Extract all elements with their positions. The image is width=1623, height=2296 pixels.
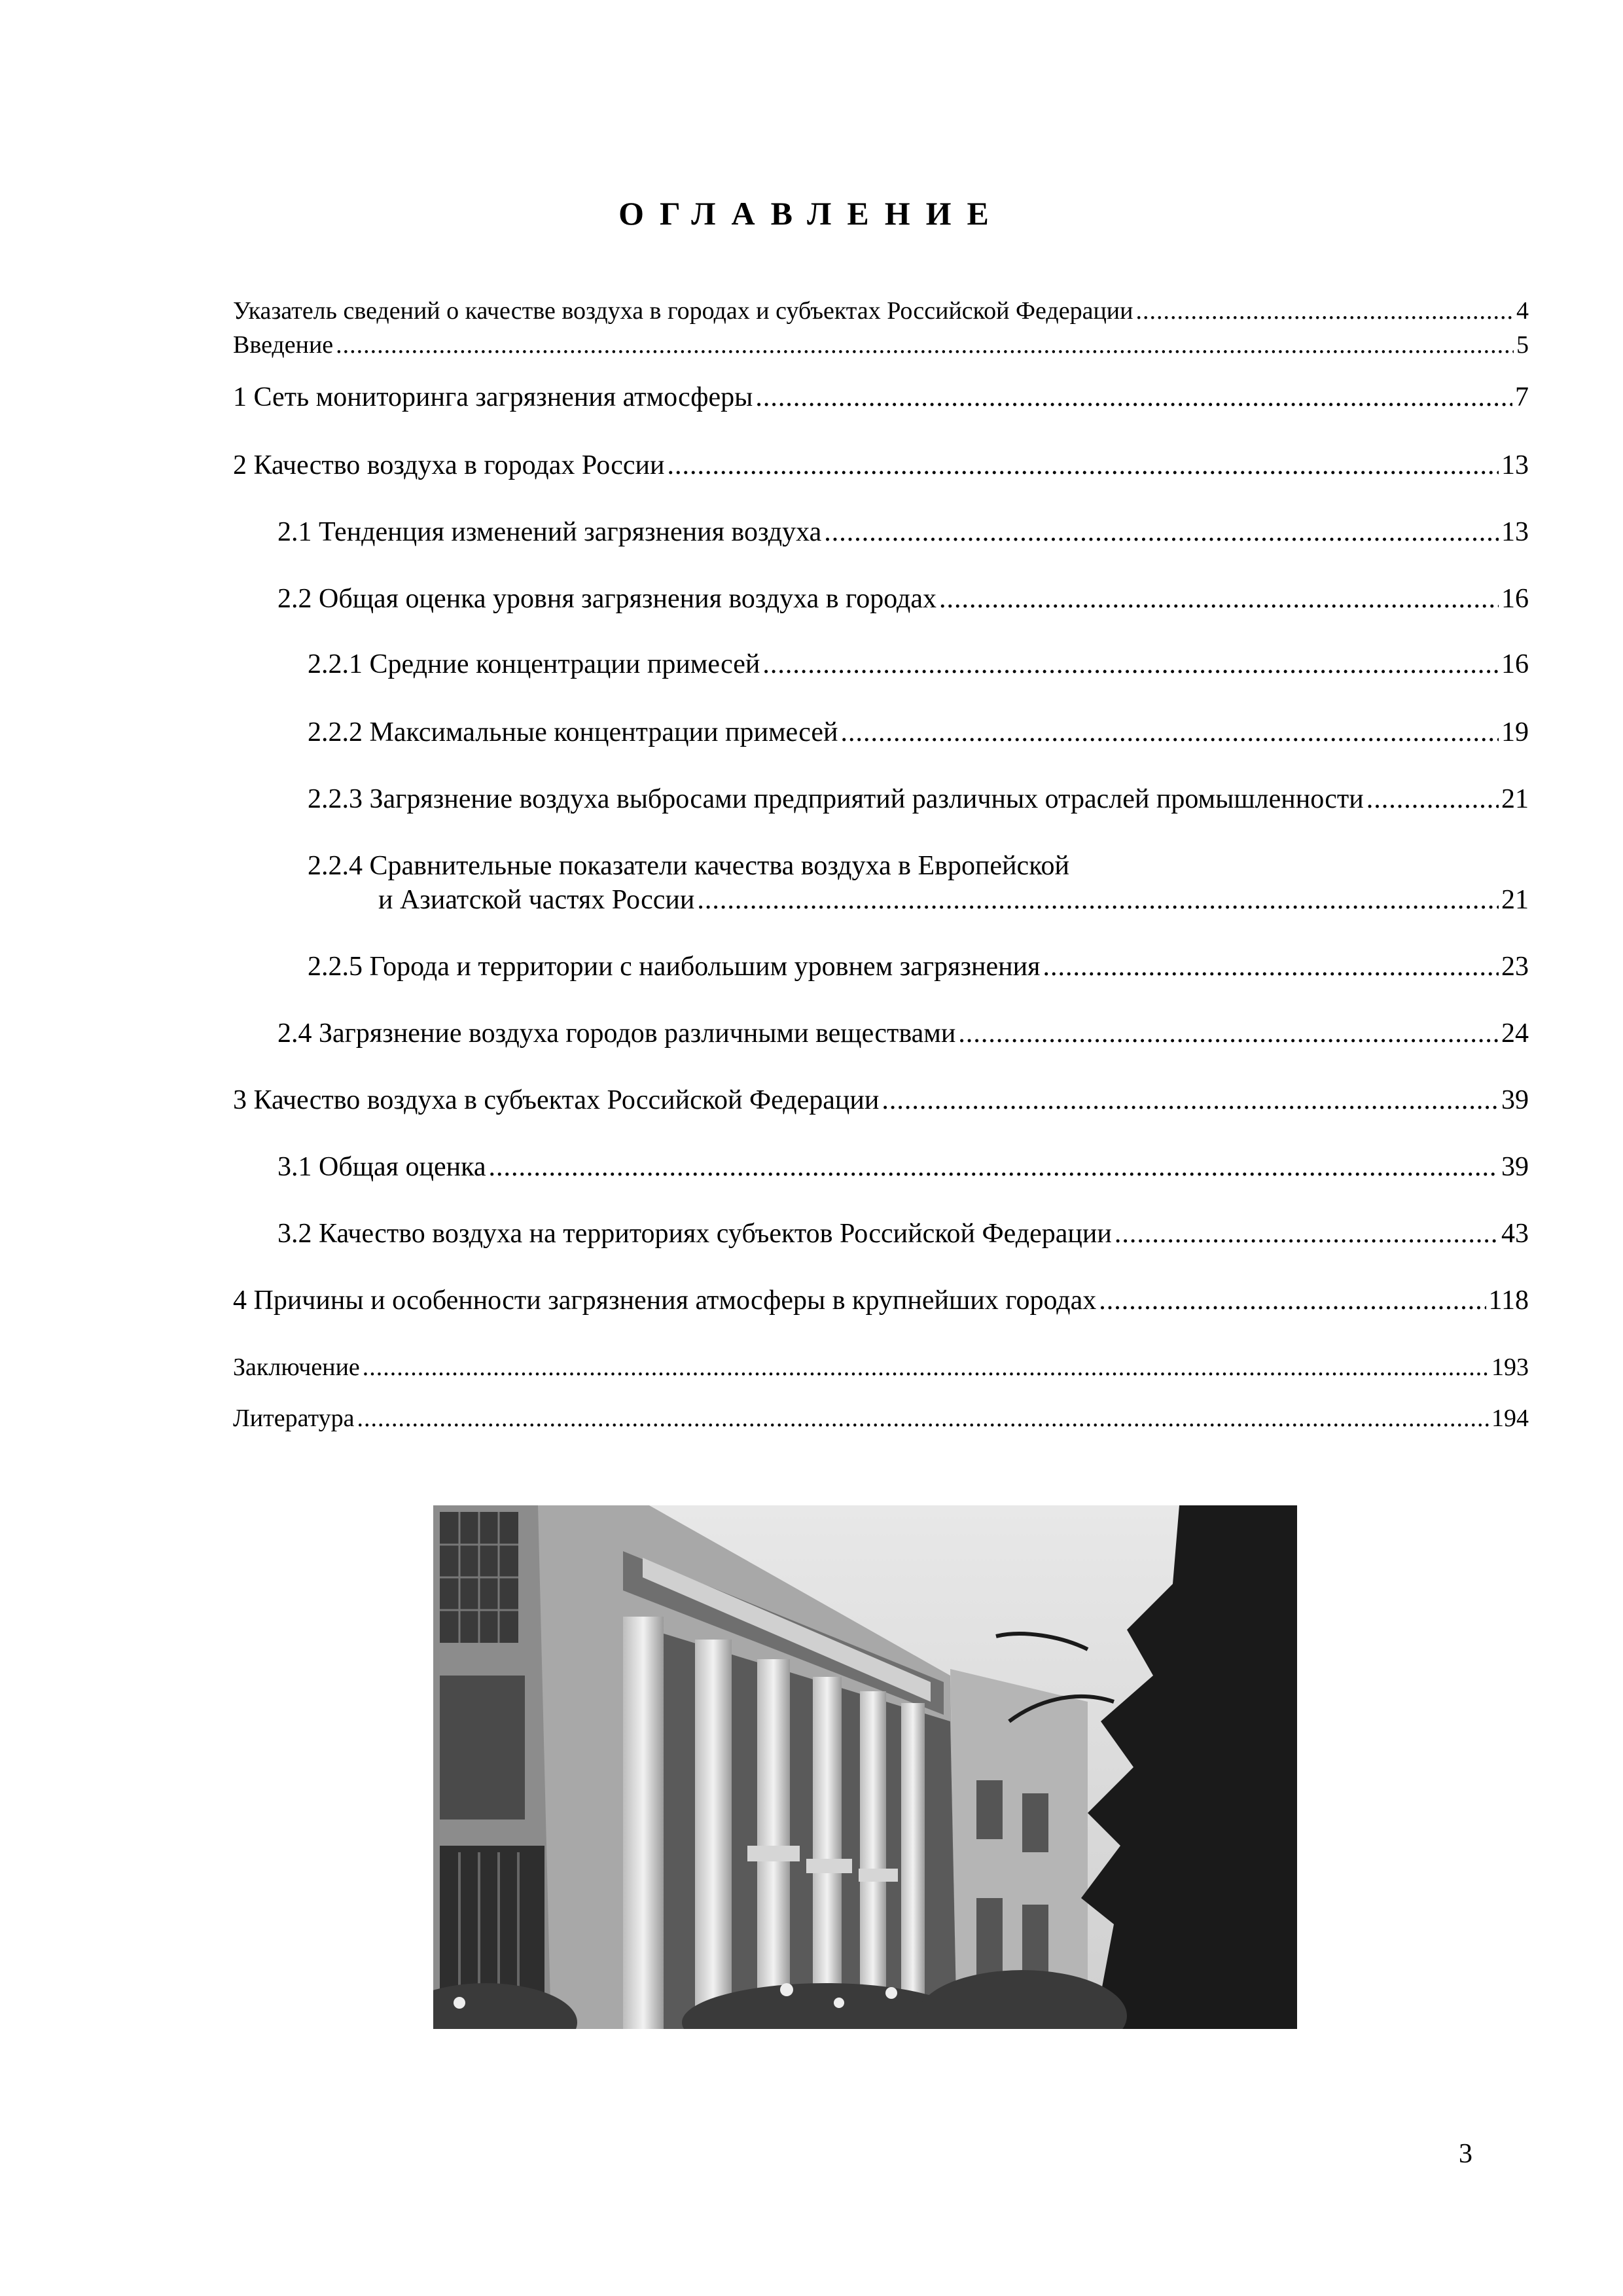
toc-entry-page: 24 — [1501, 1018, 1529, 1049]
toc-entry-page: 43 — [1501, 1219, 1529, 1249]
toc-entry-label: 1 Сеть мониторинга загрязнения атмосферы — [233, 382, 753, 412]
dot-leader — [1135, 296, 1514, 326]
toc-entry[interactable] — [233, 449, 1529, 482]
dot-leader — [1099, 1284, 1486, 1317]
toc-entry[interactable] — [277, 583, 1529, 615]
toc-entry-label: 2.2 Общая оценка уровня загрязнения воздуха в городах — [277, 584, 937, 614]
toc-entry-page: 118 — [1488, 1285, 1529, 1316]
toc-entry[interactable] — [308, 716, 1529, 749]
dot-leader — [1366, 783, 1499, 816]
toc-entry-label: 4 Причины и особенности загрязнения атмосферы в крупнейших городах — [233, 1285, 1097, 1316]
toc-entry-page: 13 — [1501, 450, 1529, 480]
dot-leader — [668, 449, 1499, 482]
page-number: 3 — [1459, 2139, 1472, 2169]
toc-entry-label: 2.2.5 Города и территории с наибольшим уровнем загрязнения — [308, 952, 1041, 982]
toc-entry[interactable] — [277, 516, 1529, 548]
toc-entry-page: 39 — [1501, 1152, 1529, 1182]
toc-entry-label: Литература — [233, 1405, 355, 1432]
dot-leader — [363, 1352, 1489, 1382]
dot-leader — [357, 1403, 1489, 1433]
dot-leader — [824, 516, 1499, 548]
dot-leader — [882, 1084, 1499, 1117]
toc-entry[interactable] — [277, 1151, 1529, 1183]
toc-entry-label-line1[interactable]: 2.2.4 Сравнительные показатели качества воздуха в Европейской — [308, 851, 1069, 881]
dot-leader — [958, 1017, 1499, 1050]
dot-leader — [939, 583, 1499, 615]
page-title: ОГЛАВЛЕНИЕ — [618, 195, 1005, 232]
toc-entry[interactable] — [233, 1084, 1529, 1117]
dot-leader — [697, 884, 1499, 916]
toc-entry-page: 5 — [1516, 331, 1529, 359]
toc-entry-page: 13 — [1501, 517, 1529, 547]
toc-entry-page: 21 — [1501, 784, 1529, 814]
toc-entry[interactable] — [308, 950, 1529, 983]
toc-entry-label: 2.1 Тенденция изменений загрязнения воздуха — [277, 517, 822, 547]
toc-entry-page: 4 — [1516, 297, 1529, 325]
toc-entry[interactable] — [378, 884, 1529, 916]
toc-entry[interactable] — [233, 1284, 1529, 1317]
toc-entry-page: 7 — [1515, 382, 1529, 412]
toc-entry-page: 19 — [1501, 717, 1529, 747]
toc-entry-label: 2 Качество воздуха в городах России — [233, 450, 665, 480]
toc-entry-page: 193 — [1491, 1354, 1529, 1381]
toc-entry-label: Введение — [233, 331, 334, 359]
toc-entry[interactable] — [308, 648, 1529, 681]
toc-entry[interactable] — [233, 296, 1529, 326]
toc-entry-page: 21 — [1501, 885, 1529, 915]
toc-entry[interactable] — [233, 1403, 1529, 1433]
toc-entry-label: 2.4 Загрязнение воздуха городов различными веществами — [277, 1018, 956, 1049]
toc-entry-label: и Азиатской частях России — [378, 885, 695, 915]
dot-leader — [762, 648, 1499, 681]
toc-entry-label: 3.1 Общая оценка — [277, 1152, 486, 1182]
dot-leader — [1115, 1217, 1499, 1250]
building-photo — [433, 1505, 1297, 2029]
toc-entry[interactable] — [277, 1017, 1529, 1050]
dot-leader — [1043, 950, 1499, 983]
toc-entry-page: 194 — [1491, 1405, 1529, 1432]
toc-entry[interactable] — [233, 381, 1529, 414]
toc-entry[interactable] — [308, 783, 1529, 816]
toc-entry-label: Заключение — [233, 1354, 360, 1381]
toc-entry-page: 16 — [1501, 584, 1529, 614]
toc-entry-label: 3.2 Качество воздуха на территориях субъектов Российской Федерации — [277, 1219, 1112, 1249]
toc-entry-label: 2.2.2 Максимальные концентрации примесей — [308, 717, 838, 747]
building-photo-illustration — [433, 1505, 1297, 2029]
toc-entry[interactable] — [233, 1352, 1529, 1382]
toc-entry-label: Указатель сведений о качестве воздуха в городах и субъектах Российской Федерации — [233, 297, 1133, 325]
dot-leader — [336, 330, 1514, 360]
toc-entry-page: 39 — [1501, 1085, 1529, 1115]
dot-leader — [841, 716, 1499, 749]
toc-entry-page: 16 — [1501, 649, 1529, 679]
toc-entry-page: 23 — [1501, 952, 1529, 982]
dot-leader — [755, 381, 1512, 414]
toc-entry-label: 2.2.3 Загрязнение воздуха выбросами предприятий различных отраслей промышленности — [308, 784, 1364, 814]
toc-entry-label: 3 Качество воздуха в субъектах Российской Федерации — [233, 1085, 880, 1115]
toc-entry-label: 2.2.1 Средние концентрации примесей — [308, 649, 760, 679]
dot-leader — [489, 1151, 1499, 1183]
toc-entry[interactable] — [233, 330, 1529, 360]
toc-entry[interactable] — [277, 1217, 1529, 1250]
